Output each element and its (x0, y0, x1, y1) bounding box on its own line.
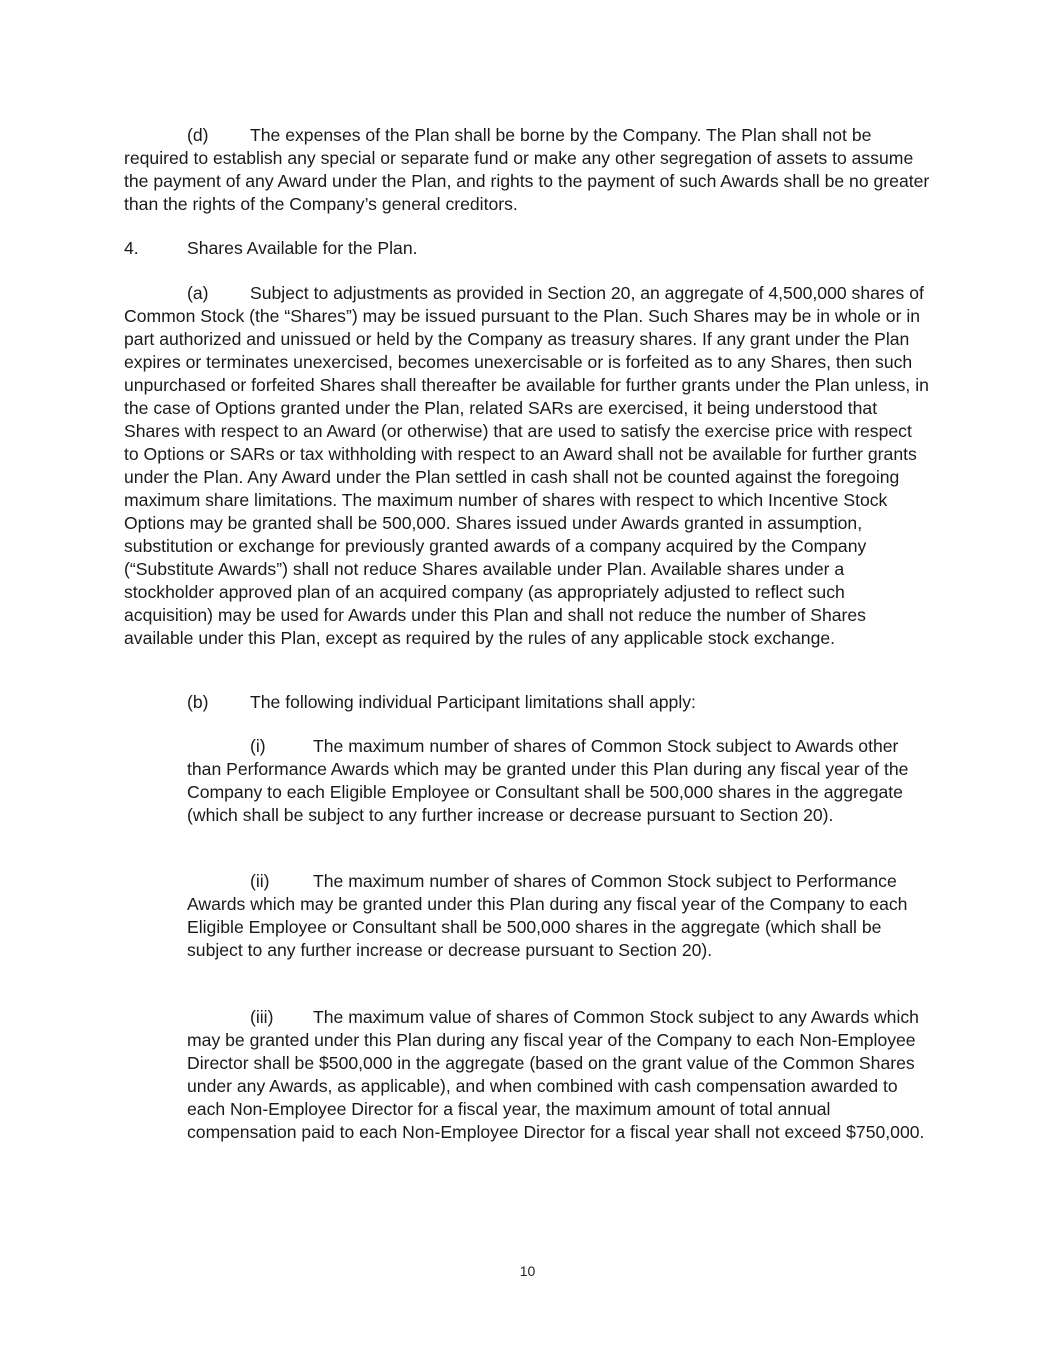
paragraph-3d-label: (d) (187, 125, 209, 145)
paragraph-4b-i-text: The maximum number of shares of Common Stock subject to Awards other than Performance Awards which may be granted under this Plan during any fiscal year of the Company to each Eligible Employee or Consultant shall be 500,000 shares in the aggregate (which shall be subject to any further increase or decrease pursuant to Section 20). (187, 736, 909, 825)
paragraph-4b-ii (187, 870, 932, 962)
paragraph-4b (124, 691, 930, 714)
paragraph-4b-i (187, 735, 932, 827)
section-4-number: 4. (124, 238, 139, 258)
section-4-heading (124, 237, 930, 260)
paragraph-4b-i-label: (i) (250, 736, 266, 756)
paragraph-4b-ii-text: The maximum number of shares of Common Stock subject to Performance Awards which may be granted under this Plan during any fiscal year of the Company to each Eligible Employee or Consultant shall be 500,000 shares in the aggregate (which shall be subject to any further increase or decrease pursuant to Section 20). (187, 871, 908, 960)
paragraph-4b-label: (b) (187, 692, 209, 712)
paragraph-4a (124, 282, 930, 650)
section-4-title: Shares Available for the Plan. (187, 238, 418, 258)
paragraph-4b-ii-label: (ii) (250, 871, 270, 891)
paragraph-3d (124, 124, 930, 216)
paragraph-4b-text: The following individual Participant limitations shall apply: (250, 692, 696, 712)
paragraph-4b-iii-label: (iii) (250, 1007, 274, 1027)
paragraph-4a-text: Subject to adjustments as provided in Section 20, an aggregate of 4,500,000 shares of Common Stock (the “Shares”) may be issued pursuant to the Plan. Such Shares may be in whole or in part authorized and unissued or held by the Company as treasury shares. If any grant under the Plan expires or terminates unexercised, becomes unexercisable or is forfeited as to any Shares, then such unpurchased or forfeited Shares shall thereafter be available for further grants under the Plan unless, in the case of Options granted under the Plan, related SARs are exercised, it being understood that Shares with respect to an Award (or otherwise) that are used to satisfy the exercise price with respect to Options or SARs or tax withholding with respect to an Award shall not be available for further grants under the Plan. Any Award under the Plan settled in cash shall not be counted against the foregoing maximum share limitations. The maximum number of shares with respect to which Incentive Stock Options may be granted shall be 500,000. Shares issued under Awards granted in assumption, substitution or exchange for previously granted awards of a company acquired by the Company (“Substitute Awards”) shall not reduce Shares available under Plan. Available shares under a stockholder approved plan of an acquired company (as appropriately adjusted to reflect such acquisition) may be used for Awards under this Plan and shall not reduce the number of Shares available under this Plan, except as required by the rules of any applicable stock exchange. (124, 283, 929, 648)
paragraph-4b-iii (187, 1006, 932, 1144)
page-number: 10 (519, 1263, 536, 1279)
paragraph-4a-label: (a) (187, 283, 209, 303)
paragraph-4b-iii-text: The maximum value of shares of Common Stock subject to any Awards which may be granted under this Plan during any fiscal year of the Company to each Non-Employee Director shall be $500,000 in the aggregate (based on the grant value of the Common Shares under any Awards, as applicable), and when combined with cash compensation awarded to each Non-Employee Director for a fiscal year, the maximum amount of total annual compensation paid to each Non-Employee Director for a fiscal year shall not exceed $750,000. (187, 1007, 925, 1142)
paragraph-3d-text: The expenses of the Plan shall be borne by the Company. The Plan shall not be required to establish any special or separate fund or make any other segregation of assets to assume the payment of any Award under the Plan, and rights to the payment of such Awards shall be no greater than the rights of the Company’s general creditors. (124, 125, 930, 214)
